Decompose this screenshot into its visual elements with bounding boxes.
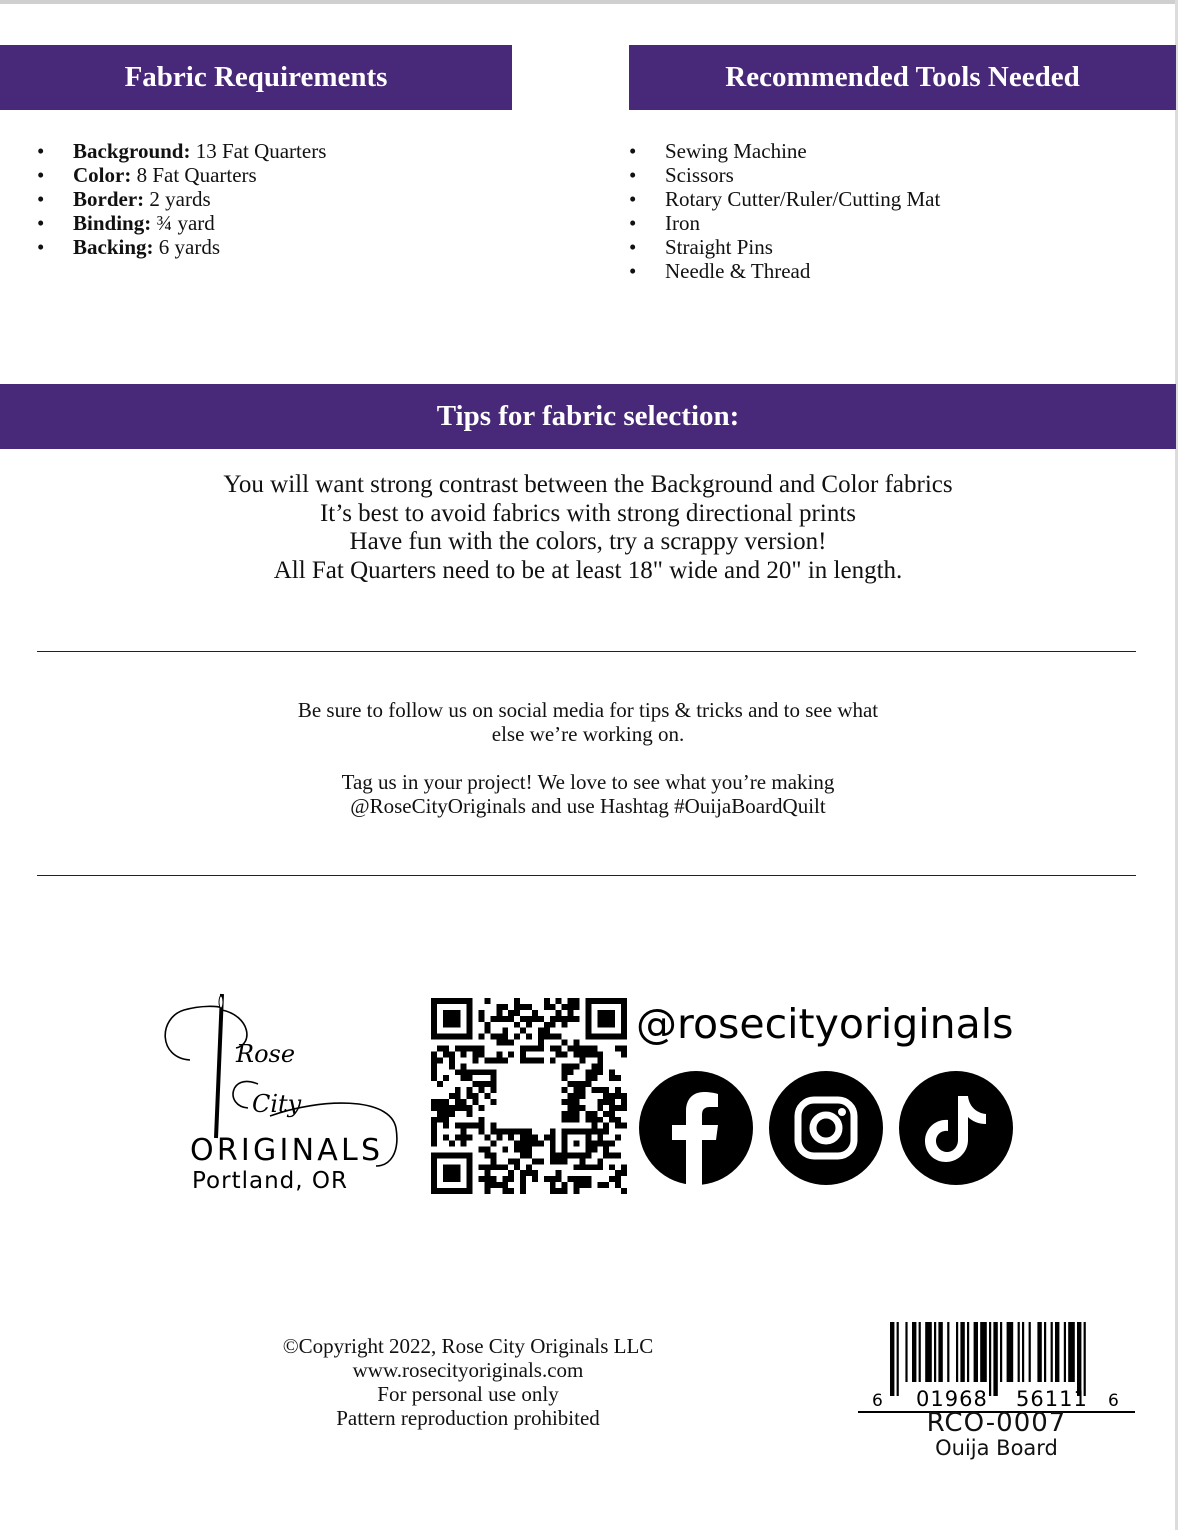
tiktok-icon[interactable]: [898, 1070, 1014, 1186]
barcode-bar: [1077, 1322, 1081, 1396]
fabric-item-value: ¾ yard: [151, 211, 215, 235]
logo-location: Portland, OR: [192, 1168, 348, 1194]
needle-icon: [216, 994, 222, 1138]
logo-rose: Rose: [236, 1040, 296, 1068]
fabric-item-value: 6 yards: [153, 235, 221, 259]
copyright-block: [230, 1334, 706, 1430]
barcode-bar: [960, 1322, 964, 1382]
fabric-item-label: Backing:: [73, 235, 154, 259]
barcode-bar: [1064, 1322, 1066, 1382]
barcode-bar: [1051, 1322, 1053, 1382]
fabric-item-color: [37, 163, 326, 187]
website-link[interactable]: www.rosecityoriginals.com: [352, 1358, 584, 1382]
rose-city-originals-logo: [150, 988, 410, 1198]
fabric-item-value: 13 Fat Quarters: [190, 139, 327, 163]
tip-line: Have fun with the colors, try a scrappy version!: [349, 528, 827, 555]
tip-line: You will want strong contrast between the Background and Color fabrics: [223, 471, 953, 498]
tips-banner: [0, 384, 1176, 449]
tag-line: @RoseCityOriginals and use Hashtag #OuijaBoardQuilt: [350, 794, 826, 818]
fabric-item-binding: [37, 211, 326, 235]
fabric-requirements-title: Fabric Requirements: [124, 61, 388, 93]
tool-item: • Iron: [629, 211, 940, 235]
logo-swirl: [165, 1006, 222, 1060]
social-handle: @rosecityoriginals: [636, 1000, 1014, 1048]
tool-item: • Needle & Thread: [629, 259, 940, 283]
product-name: Ouija Board: [935, 1436, 1058, 1460]
barcode-bar: [947, 1322, 949, 1382]
fabric-item-value: 2 yards: [144, 187, 211, 211]
barcode-bar: [1000, 1322, 1002, 1382]
personal-use-line: For personal use only: [377, 1382, 559, 1406]
fabric-item-label: Border:: [73, 187, 145, 211]
tool-item: • Rotary Cutter/Ruler/Cutting Mat: [629, 187, 940, 211]
needle-eye: [219, 996, 223, 1008]
divider-top: [37, 651, 1136, 652]
barcode-bar: [912, 1322, 916, 1382]
tip-line: All Fat Quarters need to be at least 18" wide and 20" in length.: [273, 556, 903, 584]
barcode-bar: [925, 1322, 932, 1382]
barcode-bar: [934, 1322, 936, 1382]
logo-originals: ORIGINALS: [190, 1133, 380, 1168]
tool-item: • Sewing Machine: [629, 139, 940, 163]
barcode-bar: [1037, 1322, 1041, 1382]
barcode-bar: [974, 1322, 978, 1382]
barcode-bar: [980, 1322, 987, 1382]
barcode-bar: [1044, 1322, 1046, 1382]
barcode-bar: [919, 1322, 921, 1382]
facebook-icon[interactable]: [638, 1070, 754, 1186]
tips-title: Tips for fabric selection:: [436, 400, 740, 432]
tool-item: • Scissors: [629, 163, 940, 187]
tool-item: • Straight Pins: [629, 235, 940, 259]
tag-text: [0, 770, 1176, 818]
fabric-item-value: 8 Fat Quarters: [131, 163, 257, 187]
barcode-bar: [905, 1322, 907, 1382]
barcode-bar: [1022, 1322, 1024, 1382]
barcode-bar: [938, 1322, 942, 1382]
tools-banner: [629, 45, 1176, 110]
barcode-group-right: 56111: [1016, 1387, 1088, 1411]
follow-line: Be sure to follow us on social media for tips & tricks and to see what: [297, 698, 879, 722]
barcode-bar: [897, 1322, 899, 1396]
barcode-bars: [890, 1322, 1086, 1396]
barcode-bar: [1029, 1322, 1031, 1382]
barcode-bar: [956, 1322, 958, 1382]
instagram-icon[interactable]: [768, 1070, 884, 1186]
product-code: RCO-0007: [926, 1408, 1067, 1438]
fabric-requirements-list: [37, 139, 326, 259]
barcode-digit-last: 6: [1108, 1391, 1119, 1411]
tip-line: It’s best to avoid fabrics with strong directional prints: [319, 499, 856, 527]
barcode-bar: [989, 1322, 991, 1396]
barcode-bar: [1084, 1322, 1086, 1396]
divider-bottom: [37, 875, 1136, 876]
barcode-bar: [993, 1322, 997, 1396]
tag-line: Tag us in your project! We love to see what you’re making: [341, 770, 835, 794]
barcode-bar: [1018, 1322, 1020, 1382]
fabric-item-label: Color:: [73, 163, 132, 187]
tools-title: Recommended Tools Needed: [725, 61, 1080, 93]
fabric-item-backing: [37, 235, 326, 259]
barcode-bar: [1055, 1322, 1059, 1382]
tips-text: [0, 471, 1176, 585]
barcode-bar: [890, 1322, 894, 1396]
tools-list: [629, 139, 940, 283]
qr-code[interactable]: [431, 997, 627, 1195]
fabric-item-background: [37, 139, 326, 163]
logo-city: City: [252, 1090, 302, 1118]
reproduction-line: Pattern reproduction prohibited: [336, 1406, 600, 1430]
fabric-item-label: Background:: [73, 139, 191, 163]
fabric-requirements-banner: [0, 45, 512, 110]
follow-text: [0, 698, 1176, 746]
barcode-group-left: 01968: [916, 1387, 988, 1411]
page-top-border: [0, 0, 1178, 4]
barcode-bar: [1007, 1322, 1014, 1382]
copyright-line: ©Copyright 2022, Rose City Originals LLC: [282, 1334, 654, 1358]
fabric-item-label: Binding:: [73, 211, 152, 235]
follow-line: else we’re working on.: [491, 722, 685, 746]
barcode-bar: [967, 1322, 969, 1382]
barcode-bar: [1068, 1322, 1075, 1382]
fabric-item-border: [37, 187, 326, 211]
barcode-digit-first: 6: [872, 1391, 883, 1411]
